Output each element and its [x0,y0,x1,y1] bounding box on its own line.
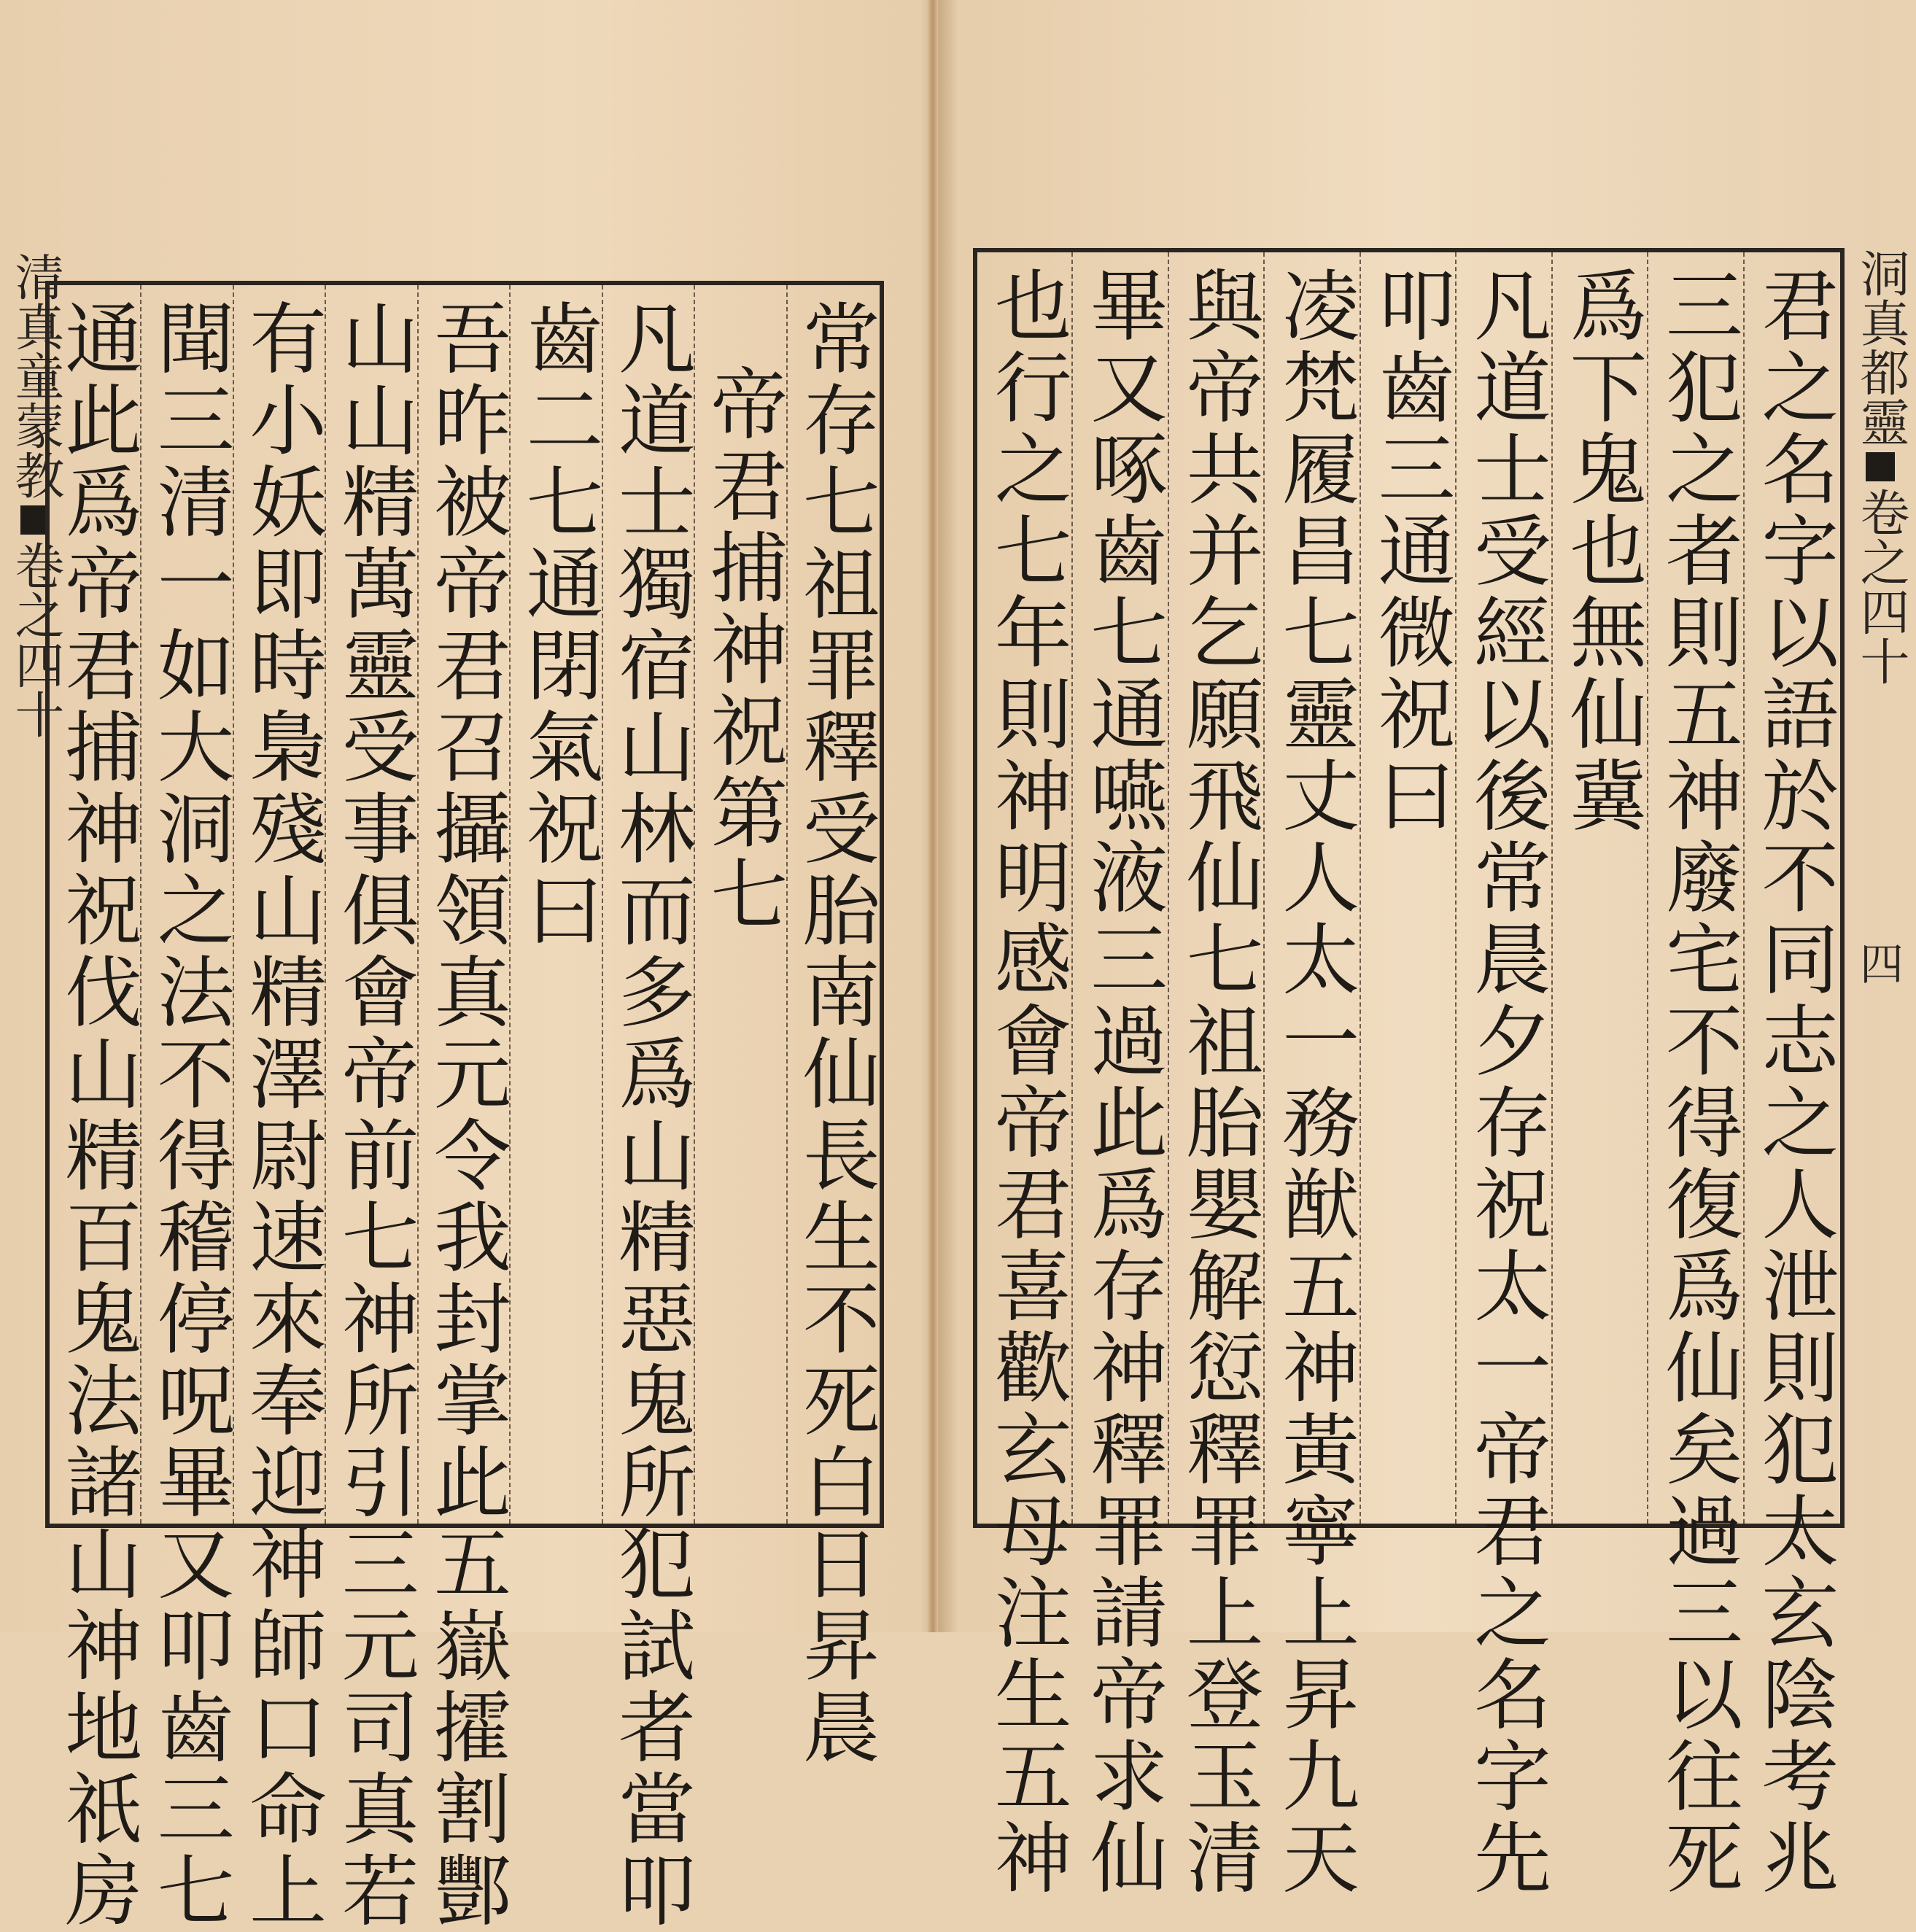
fishtail-mark-icon [1866,452,1895,481]
column-rule [1743,252,1745,1524]
right-page-column: 也行之七年則神明感會帝君喜歡玄母注生五神 [982,265,1072,1899]
column-rule [1360,252,1361,1524]
right-spine-label [1845,248,1916,686]
right-spine-volume: 卷之四十 [1852,487,1909,686]
column-rule [694,285,695,1524]
right-text-frame [973,248,1845,1899]
center-fold [928,0,938,1632]
right-page-column: 三犯之者則五神廢宅不得復爲仙矣過三以往死 [1653,265,1743,1899]
right-page-column: 與帝共并乞願飛仙七祖胎嬰解愆釋罪上登玉清 [1174,265,1264,1899]
left-page-column: 通此爲帝君捕神祝伐山精百鬼法諸山神地祇房 [53,298,143,1932]
column-rule [233,285,234,1524]
right-page-column: 君之名字以語於不同志之人泄則犯太玄陰考兆 [1749,265,1839,1899]
left-page-column: 常存七祖罪釋受胎南仙長生不死白日昇晨 [790,298,880,1769]
column-rule [786,285,788,1524]
left-page-column: 吾昨被帝君召攝領真元令我封掌此五嶽攉割酆 [422,298,511,1932]
left-page-column: 山山精萬靈受事俱會帝前七神所引三元司真若 [329,298,419,1932]
left-spine-volume: 卷之四十 [7,540,64,739]
column-rule [1263,252,1265,1524]
column-rule [509,285,511,1524]
left-page-column: 凡道士獨宿山林而多爲山精惡鬼所犯試者當叩 [605,298,696,1932]
right-page-column: 畢又啄齒七通嚥液三過此爲存神釋罪請帝求仙 [1078,265,1168,1899]
column-rule [417,285,419,1524]
column-rule [1455,252,1457,1524]
column-rule [602,285,603,1524]
left-page-column: 帝君捕神祝第七 [698,364,788,936]
column-rule [325,285,326,1524]
right-page [938,0,1909,1899]
column-rule [1071,252,1073,1524]
right-page-column: 叩齒三通微祝曰 [1365,265,1456,837]
right-spine-title: 洞真都靈 [1852,248,1909,446]
right-page-column: 爲下鬼也無仙冀 [1557,265,1648,837]
right-page-column: 凡道士受經以後常晨夕存祝太一帝君之名字先 [1461,265,1551,1899]
left-page-column: 齒二七通閉氣祝曰 [513,298,604,952]
column-rule [140,285,141,1524]
left-spine-title: 清真童蒙教 [7,252,64,500]
right-folio: 四 [1853,941,1904,985]
left-page-column: 聞三清一如大洞之法不得稽停呪畢又叩齒三七 [144,298,235,1932]
left-page-column: 有小妖即時梟殘山精澤尉速來奉迎神師口命上 [237,298,327,1932]
column-rule [1168,252,1169,1524]
left-page [0,0,928,1932]
column-rule [1551,252,1553,1524]
left-text-frame [45,281,884,1932]
right-page-column: 凌梵履昌七靈丈人太一務猷五神黃寧上昇九天 [1270,265,1360,1899]
column-rule [1647,252,1648,1524]
